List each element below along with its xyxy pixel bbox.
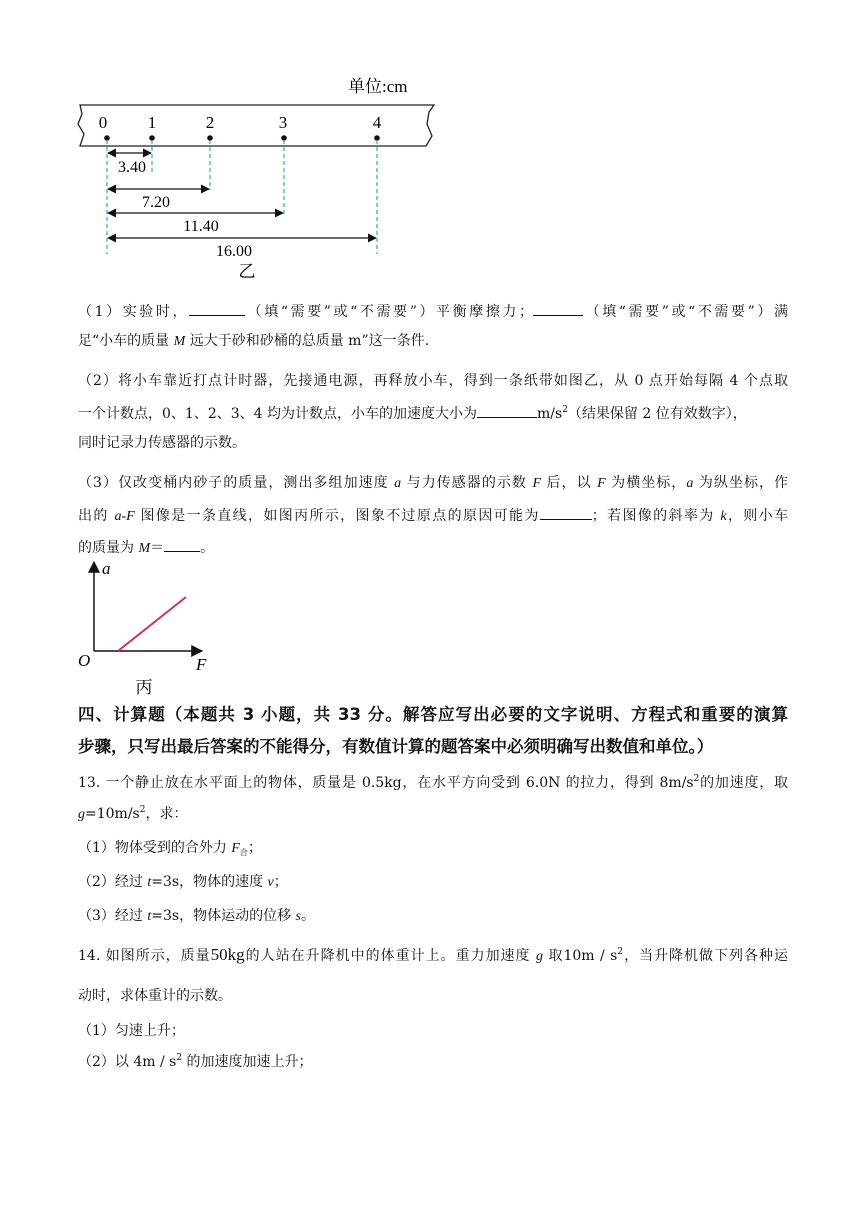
tape-dot-1 bbox=[149, 135, 155, 141]
point-label-1: 1 bbox=[147, 113, 157, 132]
section-4-heading-line2: 步骤，只写出最后答案的不能得分，有数值计算的题答案中必须明确写出数值和单位。） bbox=[78, 737, 714, 756]
answer-blank-2 bbox=[533, 300, 583, 316]
q12-part3-line2: 出的 a-F 图像是一条直线，如图丙所示，图象不过原点的原因可能为 ；若图像的斜率为 k，则小车 bbox=[78, 504, 788, 527]
q13-line2: $g=10m/s^2$，求： bbox=[78, 805, 188, 822]
answer-blank-5 bbox=[164, 536, 200, 552]
point-label-0: 0 bbox=[98, 113, 108, 132]
paper-tape-figure bbox=[70, 72, 450, 287]
q12-part3-line1: （3）仅改变桶内砂子的质量，测出多组加速度 a 与力传感器的示数 F 后，以 F 为横坐标，a 为纵坐标，作 bbox=[78, 475, 789, 491]
q12-part3-line3: 的质量为 M＝ 。 bbox=[78, 536, 788, 559]
distance-label-4: 16.00 bbox=[216, 243, 252, 260]
q13-sub1: （1）物体受到的合外力 $F_合$； bbox=[78, 840, 262, 857]
point-label-3: 3 bbox=[278, 113, 288, 132]
tape-dot-2 bbox=[207, 135, 213, 141]
q13-line1: 13. 一个静止放在水平面上的物体，质量是 0.5kg，在水平方向受到 6.0N 的拉力，得到 $8m/s^2$的加速度，取 bbox=[78, 774, 788, 791]
tape-dot-4 bbox=[374, 135, 380, 141]
point-label-4: 4 bbox=[372, 113, 382, 132]
x-axis-label: F bbox=[196, 655, 207, 674]
a-F-graph-svg bbox=[72, 556, 232, 701]
q14-line2: 动时，求体重计的示数。 bbox=[78, 988, 232, 1004]
section-4-heading-line1: 四、计算题（本题共 3 小题，共 33 分。解答应写出必要的文字说明、方程式和重要的演算 bbox=[78, 705, 788, 724]
q12-part2-line1: （2）将小车靠近打点计时器，先接通电源，再释放小车，得到一条纸带如图乙，从 0 点开始每隔 4 个点取 bbox=[78, 373, 788, 389]
figure-caption-yi: 乙 bbox=[238, 262, 256, 281]
answer-blank-3 bbox=[477, 402, 537, 418]
answer-blank-4 bbox=[540, 504, 592, 520]
data-line bbox=[118, 597, 186, 651]
y-axis-label: a bbox=[102, 559, 111, 578]
q12-part1-line2: 足“小车的质量 M 远大于砂和砂桶的总质量 m”这一条件. bbox=[78, 333, 430, 349]
distance-label-2: 7.20 bbox=[142, 194, 170, 211]
tape-dot-3 bbox=[281, 135, 287, 141]
point-label-2: 2 bbox=[205, 113, 215, 132]
paper-tape-svg bbox=[70, 72, 450, 287]
q14-sub1: （1）匀速上升； bbox=[78, 1023, 185, 1039]
figure-caption-bing: 丙 bbox=[135, 678, 153, 697]
q14-sub2: （2）以 $4m / s^2$ 的加速度加速上升； bbox=[78, 1053, 313, 1070]
q12-part2-line3: 同时记录力传感器的示数。 bbox=[78, 435, 246, 451]
unit-label: 单位:cm bbox=[348, 77, 408, 96]
a-F-graph-figure bbox=[72, 556, 232, 701]
distance-label-1: 3.40 bbox=[118, 159, 146, 176]
q13-sub2: （2）经过 t=3s，物体的速度 v； bbox=[78, 874, 288, 890]
q12-part1-line1: （1）实验时， （填“需要”或“不需要”）平衡摩擦力； （填“需要”或“不需要”）满 bbox=[78, 300, 788, 322]
distance-label-3: 11.40 bbox=[183, 218, 219, 235]
q12-part2-line2: 一个计数点，0、1、2、3、4 均为计数点，小车的加速度大小为 $m/s^2$（结果保留 2 位有效数字）， bbox=[78, 402, 788, 424]
q13-sub3: （3）经过 t=3s，物体运动的位移 s。 bbox=[78, 908, 315, 924]
tape-dot-0 bbox=[104, 135, 110, 141]
answer-blank-1 bbox=[189, 300, 245, 316]
origin-label: O bbox=[78, 651, 91, 670]
q14-line1: 14. 如图所示，质量50kg的人站在升降机中的体重计上。重力加速度 g 取$10m / s^2$，当升降机做下列各种运 bbox=[78, 945, 789, 964]
